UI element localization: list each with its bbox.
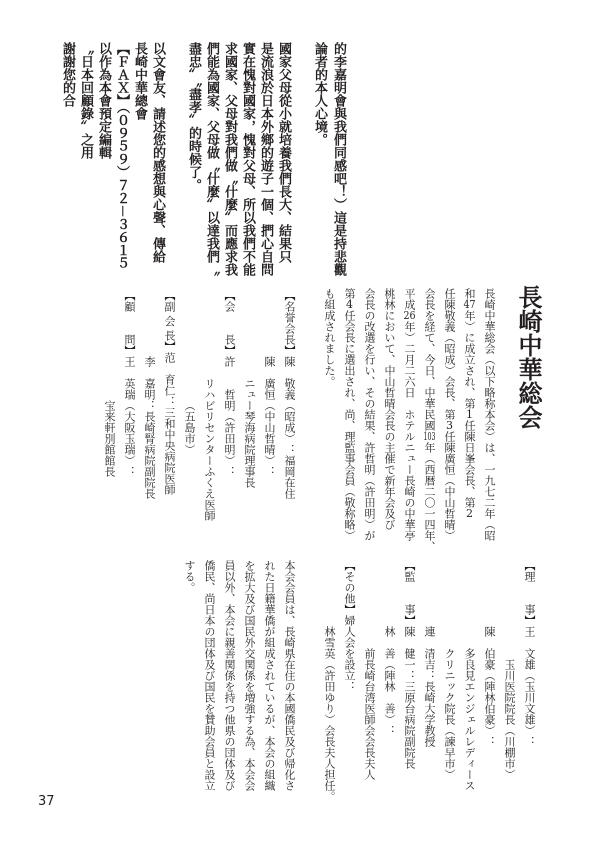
closing-line: れた日籍華僑が組成されているが、本会の組織 — [263, 560, 276, 791]
chinese-note-line: 以文會友、請述您的感想與心聲、傳給 — [150, 42, 165, 263]
chinese-note-line: 〝日本回顧錄〟之用 — [78, 42, 93, 159]
article-title: 長崎中華総会 — [514, 285, 542, 429]
intro-line: 桃林において、中山哲晴会長の主催で新年会及び — [383, 288, 396, 530]
officer-line: 林 善（陣林 善）： — [383, 626, 396, 736]
officer-line: 前長崎台湾医師会会長夫人 — [363, 648, 376, 780]
intro-line: 和47年）に成立され、第1任陳日峯会長、第2 — [463, 288, 476, 519]
closing-line: 員以外、本会に親善関係を持つ他県の団体及び — [223, 560, 236, 791]
intro-line: 平成26年）二月二六日 ホテルニュー長崎の中華亭 — [403, 288, 416, 541]
chinese-note-line: 謝謝您的合 — [60, 42, 75, 107]
chinese-note-line: 長崎中華總會 — [132, 42, 147, 120]
closing-line: を拡大及び国民外交関係を増強する為、本会会 — [243, 560, 256, 791]
intro-line: 第4任会長に選出され、尚、理監事会員（敬称略） — [343, 288, 356, 541]
officer-line: 李 嘉明：長崎腎病院副院長 — [143, 356, 156, 499]
officer-line: クリニック院長（諫早市） — [443, 648, 456, 780]
officer-line: 陳 廣恒（中山哲晴）： — [263, 356, 276, 477]
intro-line: 会長を経て、今日、中華民國103年（西暦二〇一四年、 — [423, 288, 436, 552]
officer-honorary-president: 【名誉会長】陳 敬義（昭成）：福岡在住 — [283, 290, 296, 499]
chinese-note-line: 是流浪於日本外鄉的遊子一個、捫心自問 — [258, 42, 273, 276]
chinese-note-line: 國家父母從小就培養我們長大、結果只 — [276, 42, 291, 263]
officer-line: 陳 伯豪（陣林伯豪）： — [483, 626, 496, 747]
intro-line: 会長の改選を行い、その結果、許哲明（許田明）が — [363, 288, 376, 541]
officer-director: 【理 事】王 文雄（玉川文雄）： — [523, 560, 536, 747]
chinese-note-line: 盡忠〟〝盡孝〟的時候了。 — [186, 42, 201, 192]
closing-line: する。 — [183, 560, 196, 593]
intro-line: 長崎中華総会（以下略称本会）は、一九七二年（昭 — [483, 288, 496, 541]
chinese-note-line: 求國家、父母對我們做〝什麼〟而應求我 — [222, 42, 237, 276]
officer-advisor: 【顧 問】王 英瑞（大阪玉瑞）： — [123, 290, 136, 477]
intro-line: 任陳敬義（昭成）会長、第3任陳廣恒（中山哲晴） — [443, 288, 456, 541]
officer-line: 玉川医院院長（川棚市） — [503, 659, 516, 780]
officer-line: ニュー琴海病院理事長 — [243, 378, 256, 488]
closing-line: 本会会員は、長崎県在住の本國僑民及び帰化さ — [283, 560, 296, 791]
officer-auditor: 【監 事】陳 健一：三原台病院副院長 — [403, 560, 416, 769]
chinese-note-line: 們能為國家、父母做〝什麼〟以達我們〝 — [204, 42, 219, 276]
officer-line: 宝来軒別館館長 — [103, 400, 116, 477]
officer-vice-president: 【副 会 長】范 育仁：三和中央病院医師 — [163, 290, 176, 495]
chinese-note-line: 論者的本人心境。 — [312, 42, 327, 146]
officer-other: 【その他】婦人会を設立： — [343, 560, 356, 692]
chinese-note-line: 的李嘉明會與我們同感吧！）這是持悲觀 — [331, 42, 346, 276]
officer-line: （五島市） — [183, 400, 196, 455]
officer-line: 多良見エンジェルレディース — [463, 648, 476, 791]
page-number: 37 — [38, 794, 55, 809]
chinese-note-line: 實在愧對國家，愧對父母、所以我們不能 — [240, 42, 255, 276]
officer-president: 【会 長】許 哲明（許田明）： — [223, 290, 236, 477]
chinese-note-fax: 【ＦＡＸ】（０９５９）７２－３６１５ — [114, 42, 129, 270]
closing-line: 僑民、尚日本の団体及び国民を賛助会員と設立 — [203, 560, 216, 791]
intro-line: も組成されました。 — [323, 288, 336, 387]
chinese-note-line: 以作為本會預定編輯 — [96, 42, 111, 159]
officer-line: 林雪英（許田ゆり）会長夫人担任。 — [323, 626, 336, 802]
officer-line: リハビリセンターふくえ医師 — [203, 378, 216, 521]
officer-line: 連 清吉：長崎大学教授 — [423, 626, 436, 747]
